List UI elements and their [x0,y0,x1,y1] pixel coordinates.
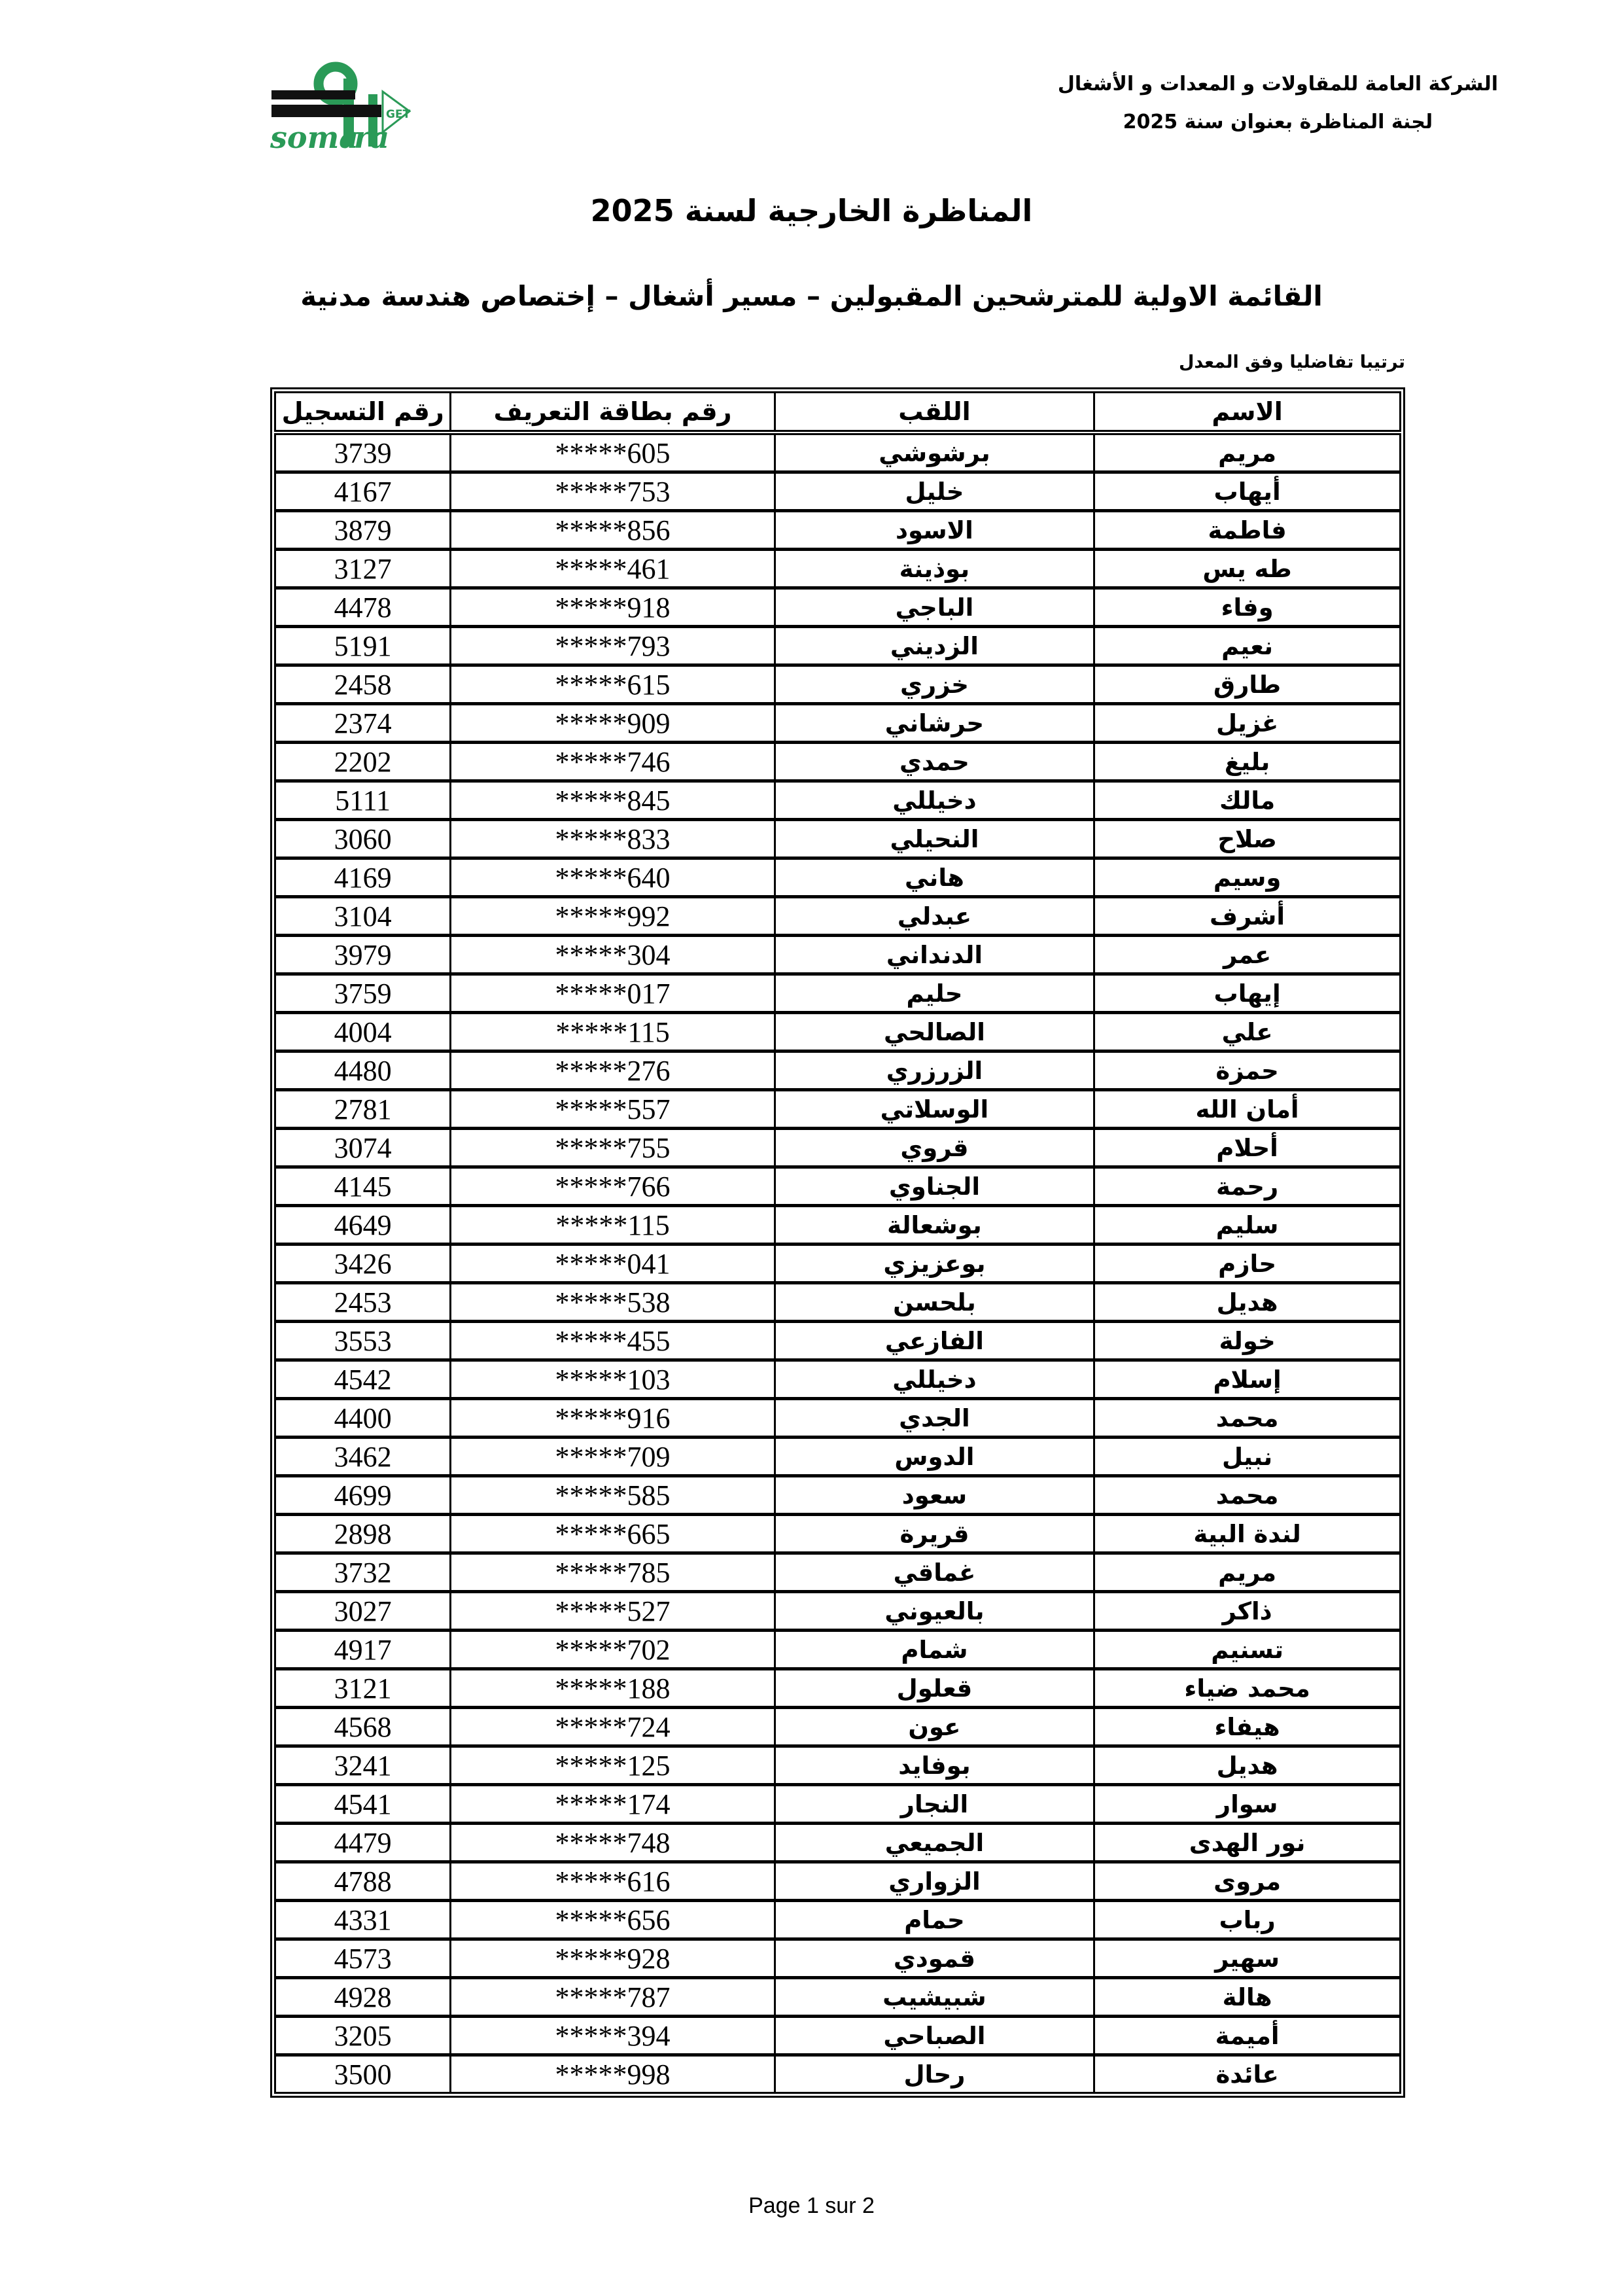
table-row [275,1592,1401,1631]
cell-id_masked: *****585 [451,1476,775,1515]
cell-id_masked: *****017 [451,974,775,1013]
cell-name: خولة [1094,1322,1401,1360]
cell-id_masked: *****753 [451,472,775,511]
cell-surname: الزرزري [775,1051,1094,1090]
cell-name: سوار [1094,1785,1401,1824]
cell-id_masked: *****856 [451,511,775,550]
table-row [275,1824,1401,1862]
committee-line: لجنة المناظرة بعنوان سنة 2025 [1123,111,1433,133]
cell-surname: الجميعي [775,1824,1094,1862]
logo-text-main: soma [270,120,359,155]
cell-surname: برشوشي [775,433,1094,472]
cell-reg: 5191 [275,627,451,665]
table-row [275,1090,1401,1129]
table-row [275,665,1401,704]
cell-surname: شبيشيب [775,1978,1094,2017]
cell-name: هديل [1094,1746,1401,1785]
cell-reg: 3739 [275,433,451,472]
cell-name: طه يس [1094,550,1401,588]
cell-id_masked: *****916 [451,1399,775,1438]
cell-surname: حمدي [775,743,1094,781]
cell-reg: 4479 [275,1824,451,1862]
cell-name: حازم [1094,1245,1401,1283]
cell-reg: 3241 [275,1746,451,1785]
cell-name: حمزة [1094,1051,1401,1090]
table-row [275,743,1401,781]
cell-surname: بلحسن [775,1283,1094,1322]
cell-surname: حرشاني [775,704,1094,743]
cell-name: أيهاب [1094,472,1401,511]
cell-surname: الباجي [775,588,1094,627]
table-row [275,2055,1401,2093]
cell-reg: 4331 [275,1901,451,1939]
logo-text-tail: ra [354,120,390,155]
cell-surname: بوفايد [775,1746,1094,1785]
table-row [275,1167,1401,1206]
cell-name: غزيل [1094,704,1401,743]
cell-id_masked: *****665 [451,1515,775,1553]
cell-surname: الزواري [775,1862,1094,1901]
cell-id_masked: *****785 [451,1553,775,1592]
table-row [275,1438,1401,1476]
cell-surname: الاسود [775,511,1094,550]
cell-id_masked: *****766 [451,1167,775,1206]
table-row [275,820,1401,858]
cell-id_masked: *****125 [451,1746,775,1785]
cell-id_masked: *****605 [451,433,775,472]
table-row [275,1476,1401,1515]
table-row [275,1669,1401,1708]
candidates-table [274,391,1401,2094]
cell-id_masked: *****041 [451,1245,775,1283]
table-row [275,1631,1401,1669]
cell-name: سهير [1094,1939,1401,1978]
cell-reg: 3027 [275,1592,451,1631]
cell-reg: 3500 [275,2055,451,2093]
cell-reg: 3121 [275,1669,451,1708]
table-body [275,433,1401,2093]
cell-id_masked: *****640 [451,858,775,897]
table-row [275,627,1401,665]
cell-name: تسنيم [1094,1631,1401,1669]
cell-id_masked: *****615 [451,665,775,704]
cell-surname: خزري [775,665,1094,704]
cell-name: محمد [1094,1476,1401,1515]
table-row [275,1785,1401,1824]
cell-surname: الزديني [775,627,1094,665]
sort-note: ترتيبا تفاضليا وفق المعدل [1179,352,1405,372]
table-row [275,1746,1401,1785]
table-row [275,1862,1401,1901]
table-header-row [275,393,1401,433]
cell-reg: 4649 [275,1206,451,1245]
cell-id_masked: *****746 [451,743,775,781]
cell-id_masked: *****188 [451,1669,775,1708]
cell-reg: 3104 [275,897,451,936]
cell-reg: 2898 [275,1515,451,1553]
cell-id_masked: *****702 [451,1631,775,1669]
cell-reg: 3205 [275,2017,451,2055]
cell-name: إيهاب [1094,974,1401,1013]
cell-surname: بالعيوني [775,1592,1094,1631]
cell-surname: هاني [775,858,1094,897]
cell-reg: 3759 [275,974,451,1013]
cell-surname: الجناوي [775,1167,1094,1206]
cell-id_masked: *****845 [451,781,775,820]
cell-id_masked: *****656 [451,1901,775,1939]
company-header [1058,65,1498,141]
table-row [275,1283,1401,1322]
cell-reg: 3462 [275,1438,451,1476]
cell-reg: 4478 [275,588,451,627]
cell-reg: 4788 [275,1862,451,1901]
cell-name: هيفاء [1094,1708,1401,1746]
cell-reg: 3060 [275,820,451,858]
table-row [275,1515,1401,1553]
cell-id_masked: *****527 [451,1592,775,1631]
cell-surname: بوعزيزي [775,1245,1094,1283]
cell-name: طارق [1094,665,1401,704]
table-row [275,1901,1401,1939]
cell-surname: رحال [775,2055,1094,2093]
table-row [275,1708,1401,1746]
table-row [275,472,1401,511]
cell-surname: سعود [775,1476,1094,1515]
table-row [275,936,1401,974]
cell-name: علي [1094,1013,1401,1051]
cell-name: محمد [1094,1399,1401,1438]
cell-surname: غماقي [775,1553,1094,1592]
cell-surname: عبدلي [775,897,1094,936]
cell-id_masked: *****709 [451,1438,775,1476]
cell-name: مريم [1094,433,1401,472]
table-row [275,1322,1401,1360]
cell-name: عائدة [1094,2055,1401,2093]
cell-name: أحلام [1094,1129,1401,1167]
cell-reg: 4541 [275,1785,451,1824]
table-row [275,1399,1401,1438]
table-row [275,1013,1401,1051]
cell-id_masked: *****748 [451,1824,775,1862]
page-indicator: Page 1 sur 2 [748,2193,875,2218]
cell-name: عمر [1094,936,1401,974]
cell-reg: 4167 [275,472,451,511]
cell-surname: الوسلاتي [775,1090,1094,1129]
cell-id_masked: *****724 [451,1708,775,1746]
cell-id_masked: *****455 [451,1322,775,1360]
cell-name: فاطمة [1094,511,1401,550]
cell-name: نبيل [1094,1438,1401,1476]
cell-surname: قعلول [775,1669,1094,1708]
cell-surname: حليم [775,974,1094,1013]
column-header-name: الاسم [1094,393,1401,433]
cell-name: أمان الله [1094,1090,1401,1129]
cell-reg: 4169 [275,858,451,897]
cell-name: صلاح [1094,820,1401,858]
cell-reg: 4568 [275,1708,451,1746]
cell-surname: عون [775,1708,1094,1746]
cell-reg: 5111 [275,781,451,820]
table-row [275,550,1401,588]
cell-name: نور الهدى [1094,1824,1401,1862]
cell-name: أشرف [1094,897,1401,936]
somatra-logo-icon [270,58,411,161]
cell-id_masked: *****616 [451,1862,775,1901]
cell-surname: خليل [775,472,1094,511]
candidates-table-frame [270,387,1405,2098]
cell-name: لندة البية [1094,1515,1401,1553]
cell-reg: 2453 [275,1283,451,1322]
cell-name: إسلام [1094,1360,1401,1399]
cell-id_masked: *****928 [451,1939,775,1978]
table-row [275,1360,1401,1399]
cell-surname: النجار [775,1785,1094,1824]
cell-name: رباب [1094,1901,1401,1939]
cell-name: نعيم [1094,627,1401,665]
table-row [275,1245,1401,1283]
column-header-surname: اللقب [775,393,1094,433]
table-row [275,511,1401,550]
cell-reg: 2781 [275,1090,451,1129]
cell-id_masked: *****304 [451,936,775,974]
column-header-id-card: رقم بطاقة التعريف [451,393,775,433]
cell-reg: 3127 [275,550,451,588]
cell-surname: الدنداني [775,936,1094,974]
cell-id_masked: *****992 [451,897,775,936]
cell-surname: حمام [775,1901,1094,1939]
cell-reg: 4928 [275,1978,451,2017]
table-row [275,433,1401,472]
cell-id_masked: *****793 [451,627,775,665]
cell-name: أميمة [1094,2017,1401,2055]
cell-id_masked: *****461 [451,550,775,588]
cell-reg: 4573 [275,1939,451,1978]
table-row [275,704,1401,743]
cell-id_masked: *****557 [451,1090,775,1129]
cell-reg: 4004 [275,1013,451,1051]
cell-reg: 2458 [275,665,451,704]
column-header-registration: رقم التسجيل [275,393,451,433]
cell-surname: الجدي [775,1399,1094,1438]
cell-surname: الدوس [775,1438,1094,1476]
table-row [275,897,1401,936]
cell-id_masked: *****115 [451,1013,775,1051]
cell-surname: قروي [775,1129,1094,1167]
cell-surname: قمودي [775,1939,1094,1978]
cell-surname: دخيللي [775,781,1094,820]
table-row [275,1206,1401,1245]
cell-name: مريم [1094,1553,1401,1592]
table-row [275,1129,1401,1167]
cell-id_masked: *****918 [451,588,775,627]
cell-id_masked: *****174 [451,1785,775,1824]
cell-reg: 3879 [275,511,451,550]
table-row [275,1553,1401,1592]
cell-name: بليغ [1094,743,1401,781]
cell-surname: النحيلي [775,820,1094,858]
cell-reg: 3553 [275,1322,451,1360]
cell-reg: 2202 [275,743,451,781]
cell-surname: قريرة [775,1515,1094,1553]
cell-surname: شمام [775,1631,1094,1669]
cell-surname: بوشعالة [775,1206,1094,1245]
table-row [275,781,1401,820]
cell-id_masked: *****276 [451,1051,775,1090]
cell-surname: دخيللي [775,1360,1094,1399]
table-row [275,974,1401,1013]
cell-reg: 4917 [275,1631,451,1669]
cell-name: وسيم [1094,858,1401,897]
cell-reg: 3074 [275,1129,451,1167]
cell-id_masked: *****394 [451,2017,775,2055]
cell-id_masked: *****103 [451,1360,775,1399]
cell-name: وفاء [1094,588,1401,627]
cell-reg: 4145 [275,1167,451,1206]
cell-id_masked: *****538 [451,1283,775,1322]
cell-reg: 2374 [275,704,451,743]
cell-name: هديل [1094,1283,1401,1322]
page-title: المناظرة الخارجية لسنة 2025 [590,193,1033,228]
somatra-logo [270,58,411,161]
cell-surname: بوذينة [775,550,1094,588]
page-subtitle: القائمة الاولية للمترشحين المقبولين – مسير أشغال – إختصاص هندسة مدنية [300,280,1323,312]
cell-id_masked: *****755 [451,1129,775,1167]
company-name-line: الشركة العامة للمقاولات و المعدات و الأشغال [1057,73,1498,96]
cell-reg: 4480 [275,1051,451,1090]
table-row [275,1939,1401,1978]
cell-reg: 4699 [275,1476,451,1515]
cell-id_masked: *****787 [451,1978,775,2017]
cell-name: رحمة [1094,1167,1401,1206]
table-row [275,1978,1401,2017]
cell-name: هالة [1094,1978,1401,2017]
cell-name: مالك [1094,781,1401,820]
cell-reg: 4400 [275,1399,451,1438]
table-row [275,588,1401,627]
table-row [275,2017,1401,2055]
cell-reg: 3979 [275,936,451,974]
cell-reg: 4542 [275,1360,451,1399]
cell-reg: 3426 [275,1245,451,1283]
cell-surname: الصالحي [775,1013,1094,1051]
cell-id_masked: *****909 [451,704,775,743]
logo-tip-text: GET [386,108,411,121]
cell-id_masked: *****998 [451,2055,775,2093]
cell-id_masked: *****115 [451,1206,775,1245]
cell-reg: 3732 [275,1553,451,1592]
cell-name: مروى [1094,1862,1401,1901]
cell-surname: الفازعي [775,1322,1094,1360]
cell-name: سليم [1094,1206,1401,1245]
cell-surname: الصباحي [775,2017,1094,2055]
cell-name: ذاكر [1094,1592,1401,1631]
table-row [275,858,1401,897]
cell-id_masked: *****833 [451,820,775,858]
cell-name: محمد ضياء [1094,1669,1401,1708]
table-row [275,1051,1401,1090]
